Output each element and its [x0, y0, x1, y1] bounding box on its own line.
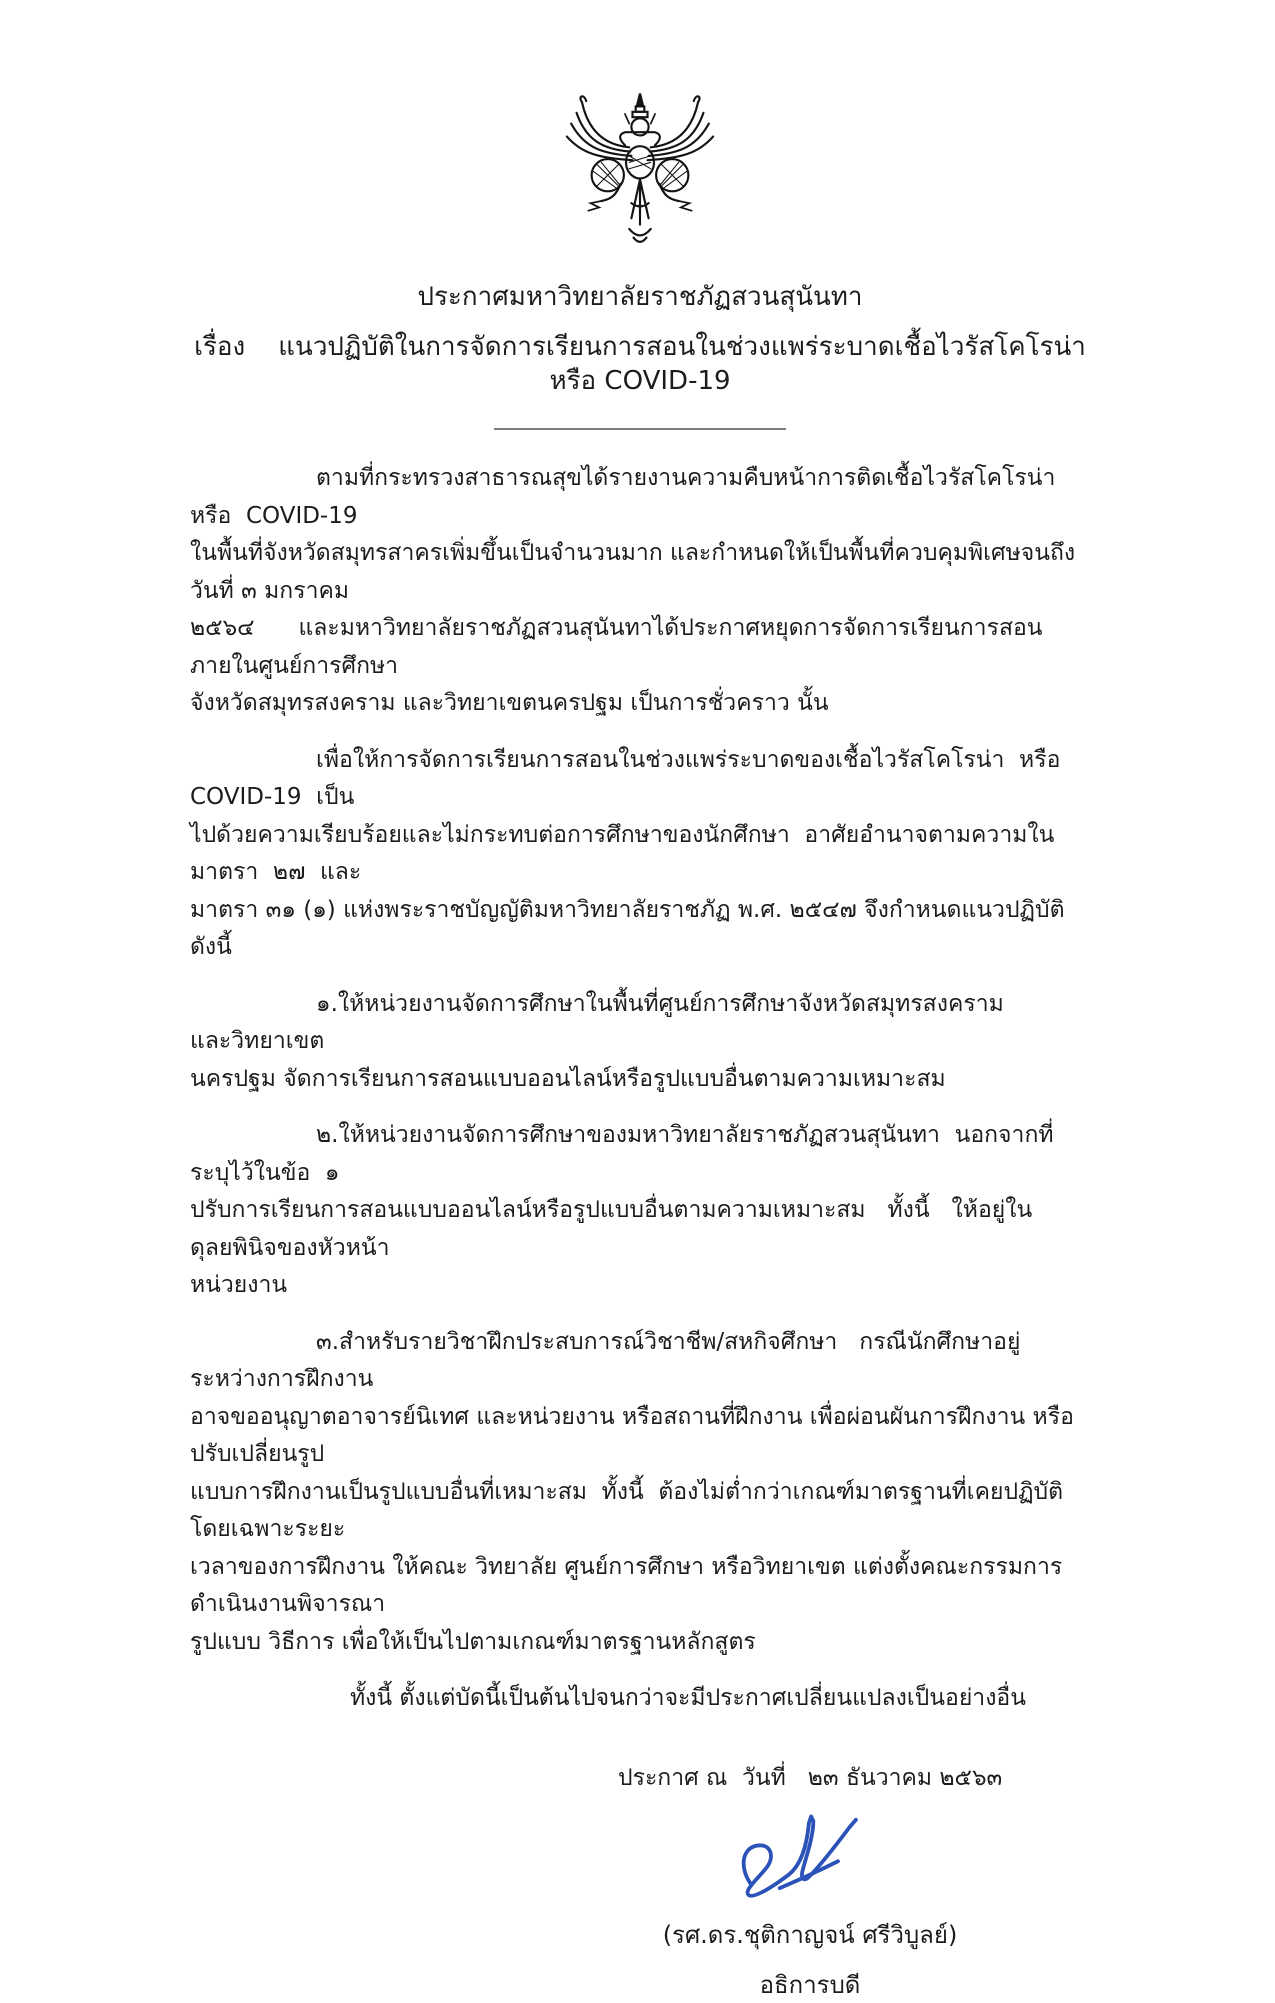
signer-title: อธิการบดี [759, 1971, 861, 1999]
text-line: รูปแบบ วิธีการ เพื่อให้เป็นไปตามเกณฑ์มาตรฐานหลักสูตร [190, 1628, 756, 1655]
signature-block [610, 1803, 1010, 2003]
text-line: ตามที่กระทรวงสาธารณสุขได้รายงานความคืบหน้าการติดเชื้อไวรัสโคโรน่า หรือ COVID-19 [190, 465, 1071, 529]
list-item-2 [190, 1117, 1090, 1305]
text-line: ๑.ให้หน่วยงานจัดการศึกษาในพื้นที่ศูนย์การศึกษาจังหวัดสมุทรสงคราม และวิทยาเขต [190, 990, 1077, 1054]
list-item-3 [190, 1324, 1090, 1662]
closing-line: ทั้งนี้ ตั้งแต่บัดนี้เป็นต้นไปจนกว่าจะมีประกาศเปลี่ยนแปลงเป็นอย่างอื่น [350, 1685, 1026, 1711]
signer-name: (รศ.ดร.ชุติกาญจน์ ศรีวิบูลย์) [662, 1921, 958, 1949]
text-line: มาตรา ๓๑ (๑) แห่งพระราชบัญญัติมหาวิทยาลัยราชภัฏ พ.ศ. ๒๕๔๗ จึงกำหนดแนวปฏิบัติ ดังนี้ [190, 896, 1072, 960]
text-line: ๒๕๖๔ และมหาวิทยาลัยราชภัฏสวนสุนันทาได้ประกาศหยุดการจัดการเรียนการสอนภายในศูนย์การศึกษา [190, 615, 1043, 679]
text-line: นครปฐม จัดการเรียนการสอนแบบออนไลน์หรือรูปแบบอื่นตามความเหมาะสม [190, 1065, 946, 1092]
subject-line: เรื่อง แนวปฏิบัติในการจัดการเรียนการสอนในช่วงแพร่ระบาดเชื้อไวรัสโคโรน่า หรือ COVID-19 [194, 332, 1095, 396]
text-line: เพื่อให้การจัดการเรียนการสอนในช่วงแพร่ระบาดของเชื้อไวรัสโคโรน่า หรือ COVID-19 เป็น [190, 746, 1076, 810]
text-line: อาจขออนุญาตอาจารย์นิเทศ และหน่วยงาน หรือสถานที่ฝึกงาน เพื่อผ่อนผันการฝึกงาน หรือปรับเปลี่ยนรูป [190, 1403, 1074, 1467]
text-line: ในพื้นที่จังหวัดสมุทรสาครเพิ่มขึ้นเป็นจำนวนมาก และกำหนดให้เป็นพื้นที่ควบคุมพิเศษจนถึงวันที่ ๓ มกราคม [190, 540, 1076, 604]
garuda-emblem-icon [554, 88, 726, 256]
text-line: ไปด้วยความเรียบร้อยและไม่กระทบต่อการศึกษาของนักศึกษา อาศัยอำนาจตามความในมาตรา ๒๗ และ [190, 821, 1055, 885]
text-line: แบบการฝึกงานเป็นรูปแบบอื่นที่เหมาะสม ทั้งนี้ ต้องไม่ต่ำกว่าเกณฑ์มาตรฐานที่เคยปฏิบัติ โดยเฉพาะระยะ [190, 1478, 1078, 1542]
text-line: ๒.ให้หน่วยงานจัดการศึกษาของมหาวิทยาลัยราชภัฏสวนสุนันทา นอกจากที่ระบุไว้ในข้อ ๑ [190, 1122, 1054, 1186]
text-line: เวลาของการฝึกงาน ให้คณะ วิทยาลัย ศูนย์การศึกษา หรือวิทยาเขต แต่งตั้งคณะกรรมการดำเนินงานพิจารณา [190, 1553, 1063, 1617]
signature-icon [725, 1803, 895, 1915]
text-line: ปรับการเรียนการสอนแบบออนไลน์หรือรูปแบบอื่นตามความเหมาะสม ทั้งนี้ ให้อยู่ในดุลยพินิจของหัวหน้า [190, 1197, 1033, 1261]
text-line: จังหวัดสมุทรสงคราม และวิทยาเขตนครปฐม เป็นการชั่วคราว นั้น [190, 690, 829, 716]
divider-line [494, 428, 786, 430]
date-line: ประกาศ ณ วันที่ ๒๓ ธันวาคม ๒๕๖๓ [618, 1764, 1003, 1791]
text-line: ๓.สำหรับรายวิชาฝึกประสบการณ์วิชาชีพ/สหกิจศึกษา กรณีนักศึกษาอยู่ระหว่างการฝึกงาน [190, 1328, 1021, 1392]
page-title: ประกาศมหาวิทยาลัยราชภัฏสวนสุนันทา [417, 282, 863, 312]
list-item-1 [190, 986, 1090, 1099]
text-line: หน่วยงาน [190, 1272, 288, 1298]
paragraph-authority [190, 742, 1090, 967]
paragraph-intro [190, 460, 1090, 723]
